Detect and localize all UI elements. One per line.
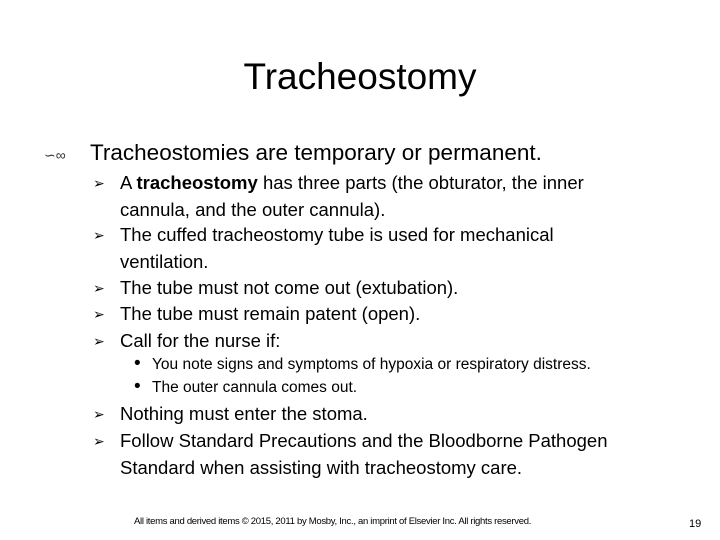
bullet-text: Follow Standard Precautions and the Bloodborne Pathogen <box>120 430 608 451</box>
sub-bullet-text: You note signs and symptoms of hypoxia or respiratory distress. <box>152 356 591 373</box>
bullet-text: The tube must remain patent (open). <box>120 303 421 324</box>
bullet-item <box>93 401 368 428</box>
bullet-text: The tube must not come out (extubation). <box>120 277 459 298</box>
slide-title: Tracheostomy <box>243 56 477 97</box>
ornament-bullet-icon: ∽∞ <box>44 147 66 163</box>
bullet-item <box>93 328 281 355</box>
page-number: 19 <box>689 518 702 530</box>
sub-bullet-item <box>134 353 591 374</box>
sub-bullet-item <box>134 376 358 397</box>
bullet-item <box>93 428 608 481</box>
dot-bullet-icon: • <box>134 353 141 374</box>
arrow-bullet-icon: ➢ <box>93 227 105 243</box>
bullet-bold-text: tracheostomy <box>136 172 258 193</box>
arrow-bullet-icon: ➢ <box>93 333 105 349</box>
sub-bullet-text: The outer cannula comes out. <box>152 379 358 396</box>
bullet-text: cannula, and the outer cannula). <box>120 198 386 220</box>
bullet-text: Standard when assisting with tracheostomy care. <box>120 456 523 478</box>
bullet-text: The cuffed tracheostomy tube is used for mechanical <box>120 224 554 245</box>
copyright-footer: All items and derived items © 2015, 2011 by Mosby, Inc., an imprint of Elsevier Inc. All rights reserved. <box>134 516 532 527</box>
bullet-item <box>93 170 584 223</box>
bullet-text: Nothing must enter the stoma. <box>120 403 368 424</box>
bullet-item <box>93 275 459 302</box>
main-point: Tracheostomies are temporary or permanent. <box>90 140 542 165</box>
arrow-bullet-icon: ➢ <box>93 406 105 422</box>
dot-bullet-icon: • <box>134 376 141 397</box>
bullet-text: ventilation. <box>120 250 209 272</box>
bullet-text: has three parts (the obturator, the inner <box>262 172 584 193</box>
arrow-bullet-icon: ➢ <box>93 280 105 296</box>
bullet-item <box>93 301 421 328</box>
arrow-bullet-icon: ➢ <box>93 433 105 449</box>
bullet-text: Call for the nurse if: <box>120 330 281 351</box>
arrow-bullet-icon: ➢ <box>93 175 105 191</box>
arrow-bullet-icon: ➢ <box>93 306 105 322</box>
bullet-text: A <box>120 172 137 193</box>
bullet-item <box>93 222 554 275</box>
